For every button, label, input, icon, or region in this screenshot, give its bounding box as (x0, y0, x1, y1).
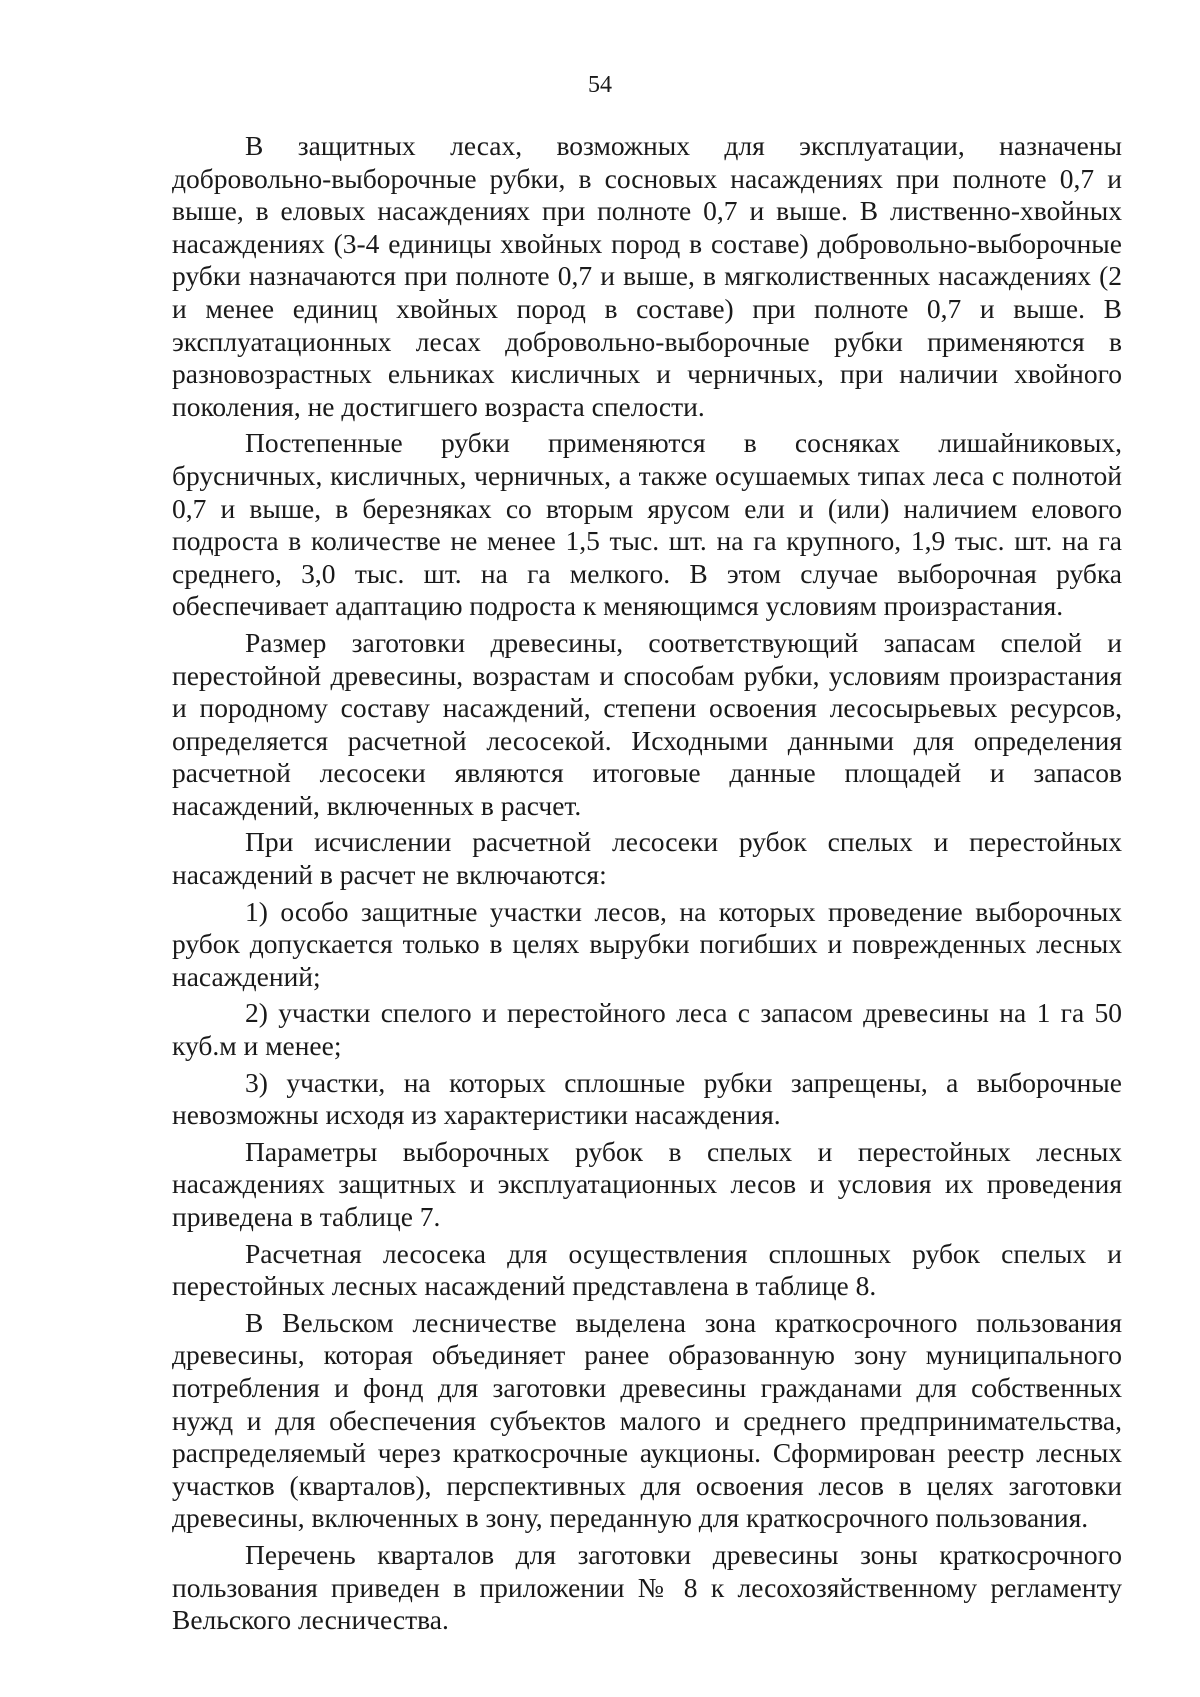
paragraph-exclusions-intro: При исчислении расчетной лесосеки рубок спелых и перестойных насаждений в расчет не включаются: (172, 826, 1122, 891)
page-number: 54 (588, 72, 612, 98)
document-body (172, 130, 1122, 1641)
list-item-1: 1) особо защитные участки лесов, на которых проведение выборочных рубок допускается только в целях вырубки погибших и поврежденных лесных насаждений; (172, 895, 1122, 992)
paragraph-harvest-volume: Размер заготовки древесины, соответствующий запасам спелой и перестойной древесины, возрастам и способам рубки, условиям произрастания и породному составу насаждений, степени освоения лесосырьевых ресурсов, определяется расчетной лесосекой. Исходными данными для определения расчетной лесосеки являются итоговые данные площадей и запасов насаждений, включенных в расчет. (172, 626, 1122, 821)
list-item-3: 3) участки, на которых сплошные рубки запрещены, а выборочные невозможны исходя из характеристики насаждения. (172, 1066, 1122, 1131)
paragraph-appendix-reference: Перечень кварталов для заготовки древесины зоны краткосрочного пользования приведен в приложении № 8 к лесохозяйственному регламенту Вельского лесничества. (172, 1538, 1122, 1636)
paragraph-table-8-reference: Расчетная лесосека для осуществления сплошных рубок спелых и перестойных лесных насаждений представлена в таблице 8. (172, 1237, 1122, 1302)
list-item-2: 2) участки спелого и перестойного леса с запасом древесины на 1 га 50 куб.м и менее; (172, 997, 1122, 1062)
paragraph-table-7-reference: Параметры выборочных рубок в спелых и перестойных лесных насаждениях защитных и эксплуатационных лесов и условия их проведения приведена в таблице 7. (172, 1135, 1122, 1232)
paragraph-short-term-zone: В Вельском лесничестве выделена зона краткосрочного пользования древесины, которая объединяет ранее образованную зону муниципального потребления и фонд для заготовки древесины гражданами для собственных нужд и для обеспечения субъектов малого и среднего предпринимательства, распределяемый через краткосрочные аукционы. Сформирован реестр лесных участков (кварталов), перспективных для освоения лесов в целях заготовки древесины, включенных в зону, переданную для краткосрочного пользования. (172, 1306, 1122, 1534)
paragraph-gradual-cuttings: Постепенные рубки применяются в сосняках лишайниковых, брусничных, кисличных, черничных, а также осушаемых типах леса с полнотой 0,7 и выше, в березняках со вторым ярусом ели и (или) наличием елового подроста в количестве не менее 1,5 тыс. шт. на га крупного, 1,9 тыс. шт. на га среднего, 3,0 тыс. шт. на га мелкого. В этом случае выборочная рубка обеспечивает адаптацию подроста к меняющимся условиям произрастания. (172, 427, 1122, 622)
paragraph-protective-forests: В защитных лесах, возможных для эксплуатации, назначены добровольно-выборочные рубки, в сосновых насаждениях при полноте 0,7 и выше, в еловых насаждениях при полноте 0,7 и выше. В лиственно-хвойных насаждениях (3-4 единицы хвойных пород в составе) добровольно-выборочные рубки назначаются при полноте 0,7 и выше, в мягколиственных насаждениях (2 и менее единиц хвойных пород в составе) при полноте 0,7 и выше. В эксплуатационных лесах добровольно-выборочные рубки применяются в разновозрастных ельниках кисличных и черничных, при наличии хвойного поколения, не достигшего возраста спелости. (172, 130, 1122, 422)
